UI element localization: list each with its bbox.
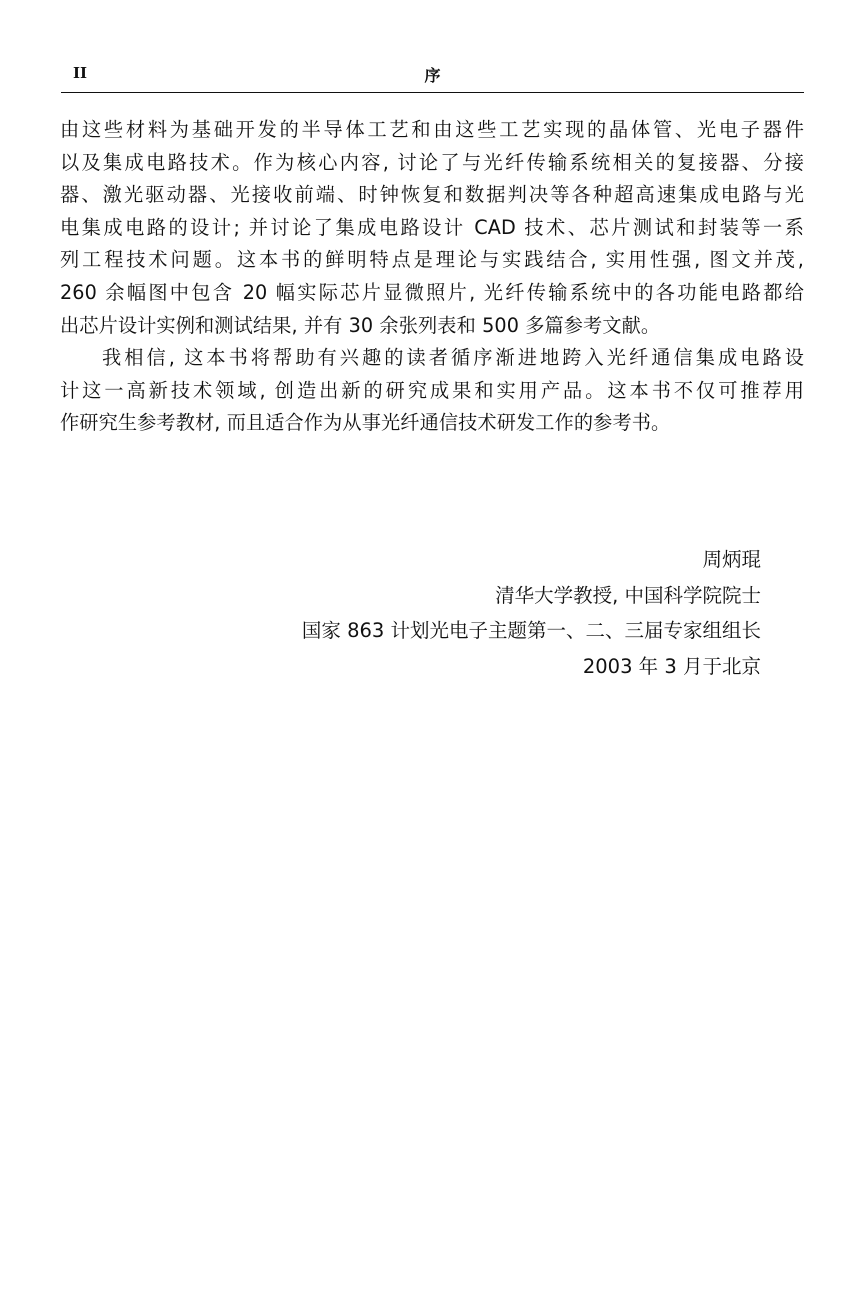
section-title: 序 xyxy=(424,66,441,85)
body-line: 列工程技术问题。这本书的鲜明特点是理论与实践结合, 实用性强, 图文并茂, xyxy=(60,248,804,272)
body-line: 作研究生参考教材, 而且适合作为从事光纤通信技术研发工作的参考书。 xyxy=(60,411,671,435)
body-line: 以及集成电路技术。作为核心内容, 讨论了与光纤传输系统相关的复接器、分接 xyxy=(60,150,804,174)
signature-affiliation: 清华大学教授, 中国科学院院士 xyxy=(495,583,761,607)
page-number: II xyxy=(73,64,88,82)
page-header xyxy=(61,60,804,93)
body-line: 电集成电路的设计; 并讨论了集成电路设计 CAD 技术、芯片测试和封装等一系 xyxy=(60,215,804,239)
signature-block xyxy=(302,542,761,684)
body-line: 由这些材料为基础开发的半导体工艺和由这些工艺实现的晶体管、光电子器件 xyxy=(60,118,804,141)
signature-date: 2003 年 3 月于北京 xyxy=(582,654,761,678)
preface-body xyxy=(60,114,804,440)
body-line: 计这一高新技术领域, 创造出新的研究成果和实用产品。这本书不仅可推荐用 xyxy=(60,378,804,402)
body-line: 260 余幅图中包含 20 幅实际芯片显微照片, 光纤传输系统中的各功能电路都给 xyxy=(60,280,804,304)
signature-name: 周炳琨 xyxy=(702,548,761,571)
body-line: 器、激光驱动器、光接收前端、时钟恢复和数据判决等各种超高速集成电路与光 xyxy=(60,183,804,207)
body-line: 出芯片设计实例和测试结果, 并有 30 余张列表和 500 多篇参考文献。 xyxy=(60,313,661,337)
signature-role: 国家 863 计划光电子主题第一、二、三届专家组组长 xyxy=(301,619,761,642)
body-line: 我相信, 这本书将帮助有兴趣的读者循序渐进地跨入光纤通信集成电路设 xyxy=(102,346,804,370)
